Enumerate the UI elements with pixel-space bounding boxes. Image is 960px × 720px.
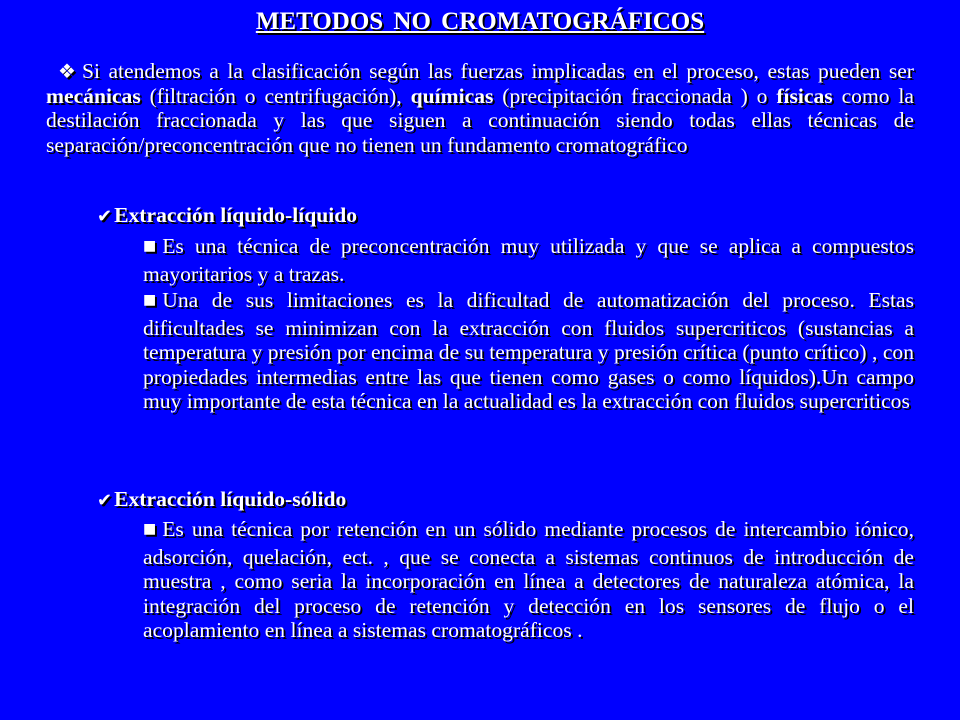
section-heading-text: Extracción líquido-líquido — [114, 203, 358, 227]
intro-text-3: (precipitación fraccionada ) o — [493, 83, 777, 108]
checkmark-icon: ✔ — [97, 206, 113, 227]
intro-fisicas: físicas — [776, 83, 833, 108]
intro-paragraph — [46, 59, 914, 157]
intro-mecanicas: mecánicas — [46, 83, 141, 108]
intro-text-2: (filtración o centrifugación), — [140, 83, 411, 108]
list-item — [143, 517, 914, 643]
square-bullet-icon: ■ — [143, 238, 157, 254]
intro-text-1: Si atendemos a la clasificación según las fuerzas implicadas en el proceso, estas pueden ser — [81, 59, 914, 83]
diamond-cluster-icon: ❖ — [58, 59, 76, 83]
section-heading-text: Extracción líquido-sólido — [114, 487, 347, 511]
list-item — [143, 288, 914, 414]
list-item — [143, 234, 914, 286]
section-heading-liquido-liquido — [97, 203, 357, 229]
checkmark-icon: ✔ — [97, 490, 113, 511]
list-item-text: Una de sus limitaciones es la dificultad de automatización del proceso. Estas dificultades se minimizan con la extracción con fluidos supercriticos (sustancias a temperatura y presión por encima de su temperatura y presión crítica (punto crítico) , con propiedades intermedias entre las que tienen como gases o como líquidos).Un campo muy importante de esta técnica en la actualidad es la extracción con fluidos supercriticos — [143, 288, 914, 413]
intro-text-4: como la destilación fraccionada y las que siguen a continuación siendo todas ellas técnicas de separación/preconcentración que no tienen un fundamento cromatográfico — [46, 83, 915, 157]
section-heading-liquido-solido — [97, 487, 346, 513]
list-item-text: Es una técnica por retención en un sólido mediante procesos de intercambio iónico, adsorción, quelación, ect. , que se conecta a sistemas continuos de introducción de muestra , como seria la incorporación en línea a detectores de naturaleza atómica, la integración del proceso de retención y detección en los sensores de flujo o el acoplamiento en línea a sistemas cromatográficos . — [143, 517, 914, 642]
square-bullet-icon: ■ — [143, 521, 157, 537]
list-item-text: Es una técnica de preconcentración muy utilizada y que se aplica a compuestos mayoritarios y a trazas. — [143, 234, 914, 286]
square-bullet-icon: ■ — [143, 292, 157, 308]
page-title: METODOS NO CROMATOGRÁFICOS — [255, 8, 705, 35]
intro-quimicas: químicas — [410, 83, 494, 108]
